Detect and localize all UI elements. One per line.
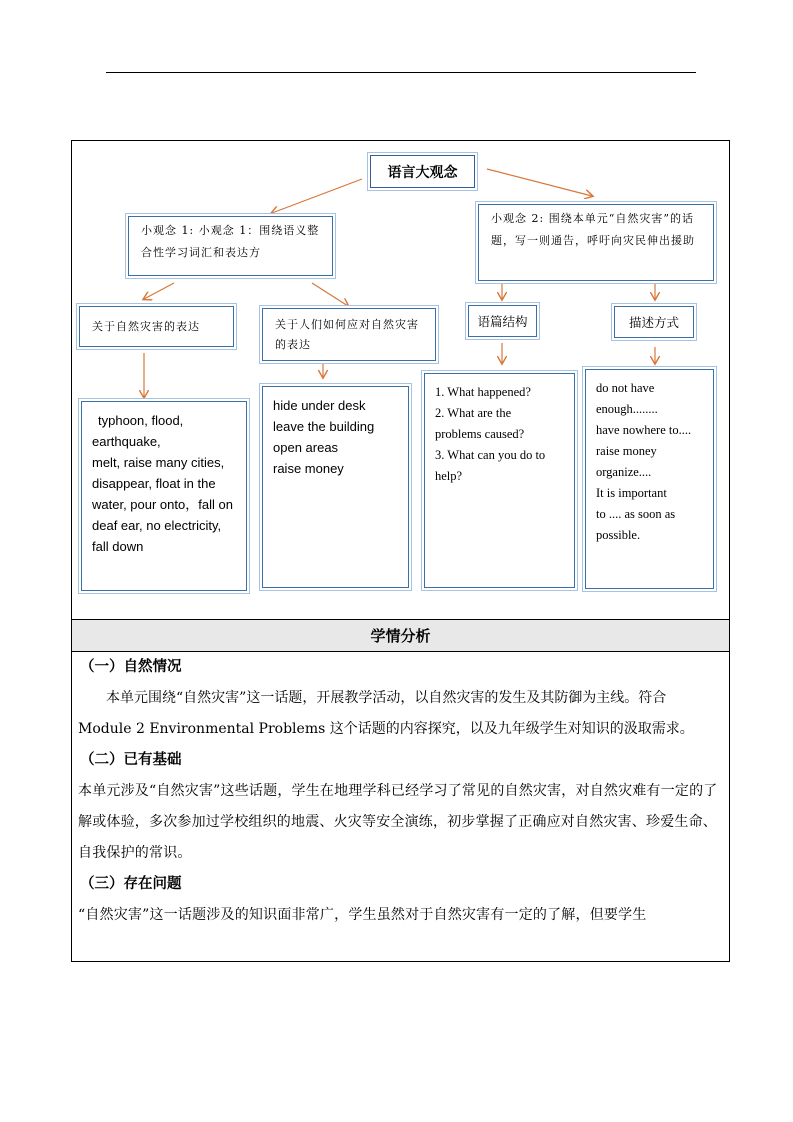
header-rule: [106, 72, 696, 73]
list-line: possible.: [596, 528, 641, 542]
list-line: organize....: [596, 465, 652, 479]
section-title-problems: （三）存在问题: [80, 876, 182, 892]
list-line: melt, raise many cities,: [92, 455, 225, 470]
list-line: raise money: [596, 444, 657, 458]
concept-diagram: [72, 141, 729, 619]
list-line: earthquake,: [92, 434, 161, 449]
list-line: enough........: [596, 402, 658, 416]
arrow-idea1-disaster: [144, 283, 174, 299]
section-title-foundation: （二）已有基础: [80, 752, 182, 768]
describe-list-box: [585, 369, 714, 589]
list-line: help?: [435, 469, 463, 483]
list-line: It is important: [596, 486, 667, 500]
big-idea-title: 语言大观念: [370, 155, 475, 188]
list-line: open areas: [273, 440, 339, 455]
list-line: problems caused?: [435, 427, 525, 441]
arrow-title-idea2: [487, 169, 592, 196]
list-line: 3. What can you do to: [435, 448, 546, 462]
analysis-header: 学情分析: [72, 619, 729, 652]
description-style-label: 描述方式: [614, 306, 694, 338]
list-line: typhoon, flood,: [98, 413, 184, 428]
list-line: to .... as soon as: [596, 507, 676, 521]
lesson-table: [71, 140, 730, 962]
list-line: raise money: [273, 461, 344, 476]
list-line: hide under desk: [273, 398, 366, 413]
idea2-box: 小观念 2: 围绕本单元“自然灾害”的话题，写一则通告，呼吁向灾民伸出援助: [478, 204, 714, 281]
section-text-problems: “自然灾害”这一话题涉及的知识面非常广，学生虽然对于自然灾害有一定的了解，但要学生: [78, 907, 647, 923]
list-line: fall down: [92, 539, 144, 554]
idea1-box: 小观念 1: 小观念 1：围绕语义整合性学习词汇和表达方: [128, 216, 333, 276]
disaster-expression-label: 关于自然灾害的表达: [79, 306, 234, 347]
arrow-title-idea1: [272, 179, 362, 213]
text-structure-label: 语篇结构: [468, 305, 537, 337]
list-line: disappear, float in the: [92, 476, 216, 491]
list-line: deaf ear, no electricity,: [92, 518, 222, 533]
list-line: leave the building: [273, 419, 375, 434]
structure-list-box: [424, 373, 575, 588]
section-title-natural: （一）自然情况: [80, 659, 182, 675]
list-line: do not have: [596, 381, 655, 395]
response-expression-label: 关于人们如何应对自然灾害的表达: [262, 308, 436, 361]
list-line: have nowhere to....: [596, 423, 692, 437]
response-list-box: [262, 386, 409, 588]
list-line: 1. What happened?: [435, 385, 531, 399]
list-line: water, pour onto，fall on: [92, 497, 233, 512]
disaster-list-box: [81, 401, 247, 591]
analysis-body: [72, 652, 729, 931]
list-line: 2. What are the: [435, 406, 512, 420]
arrow-idea1-response: [312, 283, 348, 306]
section-text-foundation: 本单元涉及“自然灾害”这些话题，学生在地理学科已经学习了常见的自然灾害，对自然灾难有一定的了解或体验，多次参加过学校组织的地震、火灾等安全演练，初步掌握了正确应对自然灾害、珍爱生命、自我保护的常识。: [78, 783, 718, 861]
section-text-natural: 本单元围绕“自然灾害”这一话题，开展教学活动，以自然灾害的发生及其防御为主线。符合 Module 2 Environmental Problems 这个话题的内容探究，以及九年级学生对知识的汲取需求。: [78, 690, 694, 737]
